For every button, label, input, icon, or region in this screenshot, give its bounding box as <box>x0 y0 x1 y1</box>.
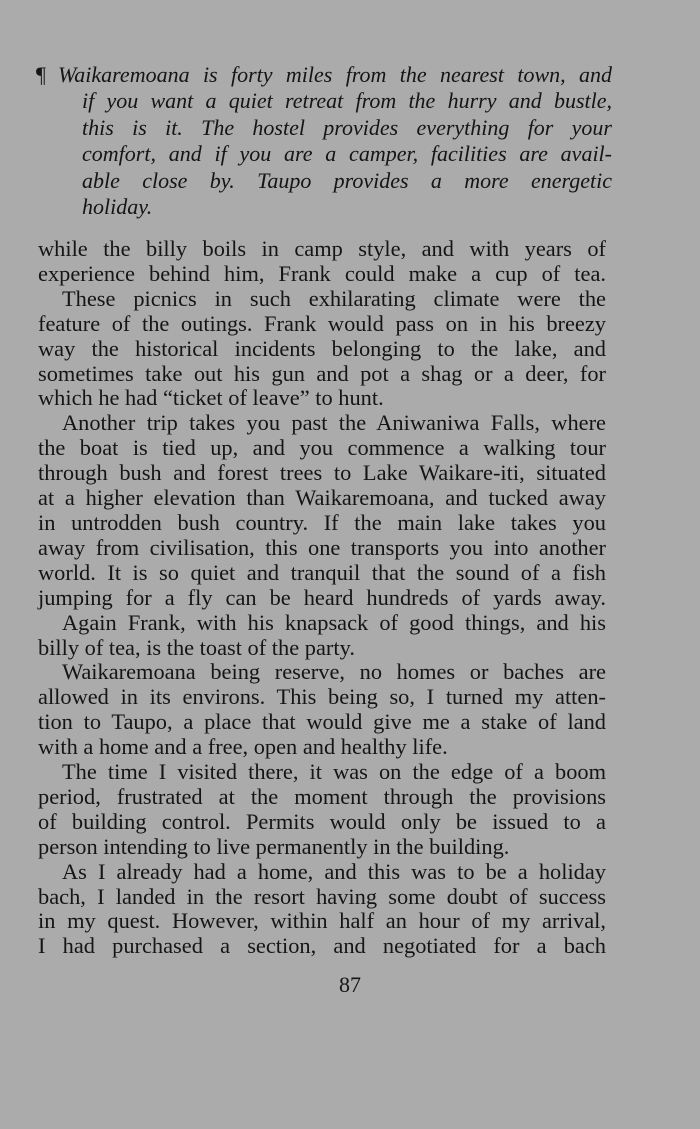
text-line: bach, I landed in the resort having some doubt of success <box>38 883 606 909</box>
text-line: with a home and a free, open and healthy life. <box>38 734 448 760</box>
text-line: Another trip takes you past the Aniwaniwa Falls, where <box>62 410 606 436</box>
caption-line: this is it. The hostel provides everything for your <box>82 114 612 140</box>
text-line: period, frustrated at the moment through the provisions <box>38 783 606 809</box>
text-line: the boat is tied up, and you commence a walking tour <box>38 435 606 461</box>
caption-line: if you want a quiet retreat from the hurry and bustle, <box>82 88 612 114</box>
text-line: sometimes take out his gun and pot a shag or a deer, for <box>38 360 606 386</box>
text-line: I had purchased a section, and negotiated for a bach <box>38 933 606 959</box>
body-text <box>38 237 606 959</box>
text-line: at a higher elevation than Waikaremoana, and tucked away <box>38 485 606 511</box>
text-line: tion to Taupo, a place that would give me a stake of land <box>38 709 606 735</box>
text-line: of building control. Permits would only be issued to a <box>38 808 606 834</box>
page-number: 87 <box>339 972 361 997</box>
text-line: As I already had a home, and this was to be a holiday <box>62 858 606 884</box>
text-line: jumping for a fly can be heard hundreds of yards away. <box>38 584 606 610</box>
text-line: The time I visited there, it was on the edge of a boom <box>62 759 606 785</box>
text-line: while the billy boils in camp style, and with years of <box>38 236 606 261</box>
text-line: in untrodden bush country. If the main lake takes you <box>38 509 606 535</box>
text-line: through bush and forest trees to Lake Waikare-iti, situated <box>38 460 606 486</box>
text-line: feature of the outings. Frank would pass on in his breezy <box>38 310 606 336</box>
text-line: Waikaremoana being reserve, no homes or baches are <box>62 659 606 685</box>
text-line: These picnics in such exhilarating climate were the <box>62 285 606 311</box>
caption-line: comfort, and if you are a camper, facilities are avail- <box>82 141 612 167</box>
text-line: experience behind him, Frank could make a cup of tea. <box>38 260 606 286</box>
caption-line: able close by. Taupo provides a more energetic <box>82 167 612 193</box>
text-line: person intending to live permanently in the building. <box>38 833 510 859</box>
text-line: which he had “ticket of leave” to hunt. <box>38 385 384 411</box>
text-line: in my quest. However, within half an hour of my arrival, <box>38 908 606 934</box>
caption-line: Waikaremoana is forty miles from the nearest town, and <box>58 62 612 87</box>
text-line: away from civilisation, this one transports you into another <box>38 534 606 560</box>
text-line: Again Frank, with his knapsack of good things, and his <box>62 609 606 635</box>
caption-line: holiday. <box>82 194 153 220</box>
text-line: billy of tea, is the toast of the party. <box>38 634 355 660</box>
caption-paragraph <box>36 62 612 220</box>
text-line: allowed in its environs. This being so, I turned my atten- <box>38 684 606 710</box>
text-line: world. It is so quiet and tranquil that the sound of a fish <box>38 559 606 585</box>
pilcrow-mark: ¶ <box>36 62 46 87</box>
text-line: way the historical incidents belonging to the lake, and <box>38 335 606 361</box>
